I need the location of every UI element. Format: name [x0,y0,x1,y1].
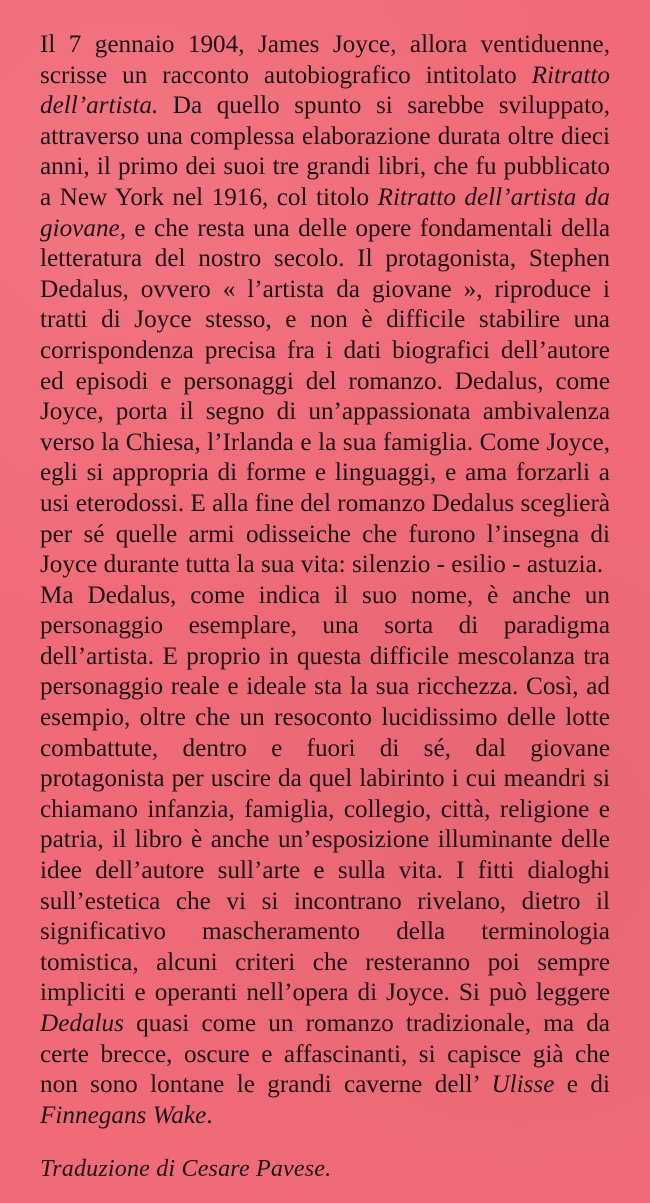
book-blurb [40,30,610,1131]
text-span: Il 7 gennaio 1904, James Joyce, allora ventiduenne, scrisse un racconto autobiografico intitolato [40,31,610,89]
blurb-paragraph-2 [40,581,610,1132]
book-title-italic: Dedalus [40,1010,124,1037]
text-span: e di [554,1071,610,1099]
book-title-italic: Finnegans Wake [40,1101,207,1129]
text-span: Ma Dedalus, come indica il suo nome, è anche un personaggio esemplare, una sorta di paradigma dell’artista. E proprio in questa difficile mescolanza tra personaggio reale e ideale sta la sua ricchezza. Così, ad esempio, oltre che un resoconto lucidissimo delle lotte combattute, dentro e fuori di sé, dal giovane protagonista per uscire da quel labirinto i cui meandri si chiamano infanzia, famiglia, collegio, città, religione e patria, il libro è anche un’esposizione illuminante delle idee dell’autore sull’arte e sulla vita. I fitti dialoghi sull’estetica che vi si incontrano rivelano, dietro il significativo mascheramento della terminologia tomistica, alcuni criteri che resteranno poi sempre impliciti e operanti nell’opera di Joyce. Si può leggere [40,581,610,1007]
text-span: e che resta una delle opere fondamentali della letteratura del nostro secolo. Il protagonista, Stephen Dedalus, ovvero « l’artista da giovane », riproduce i tratti di Joyce stesso, e non è difficile stabilire una corrispondenza precisa fra i dati biografici dell’autore ed episodi e personaggi del romanzo. Dedalus, come Joyce, porta il segno di un’appassionata ambivalenza verso la Chiesa, l’Irlanda e la sua famiglia. Come Joyce, egli si appropria di forme e linguaggi, e ama forzarli a usi eterodossi. E alla fine del romanzo Dedalus sceglierà per sé quelle armi odisseiche che furono l’insegna di Joyce durante tutta la sua vita: silenzio - esilio - astuzia. [40,214,611,579]
text-span: . [206,1101,213,1129]
book-title-italic: Ulisse [491,1071,555,1099]
text-span: Da quello spunto si sarebbe sviluppato, attraverso una complessa elaborazione durata oltre dieci anni, il primo dei suoi tre grandi libri, che fu pubblicato a New York nel 1916, col titolo [40,92,610,211]
book-title-italic: Ritratto dell’artista da giovane, [40,183,610,242]
blurb-paragraph-1 [40,30,610,581]
book-title-italic: Ritratto dell’artista. [40,61,610,120]
text-span: quasi come un romanzo tradizionale, ma da certe brecce, oscure e affascinanti, si capisce già che non sono lontane le grandi caverne dell’ [40,1010,610,1099]
translator-credit: Traduzione di Cesare Pavese. [40,1156,332,1183]
